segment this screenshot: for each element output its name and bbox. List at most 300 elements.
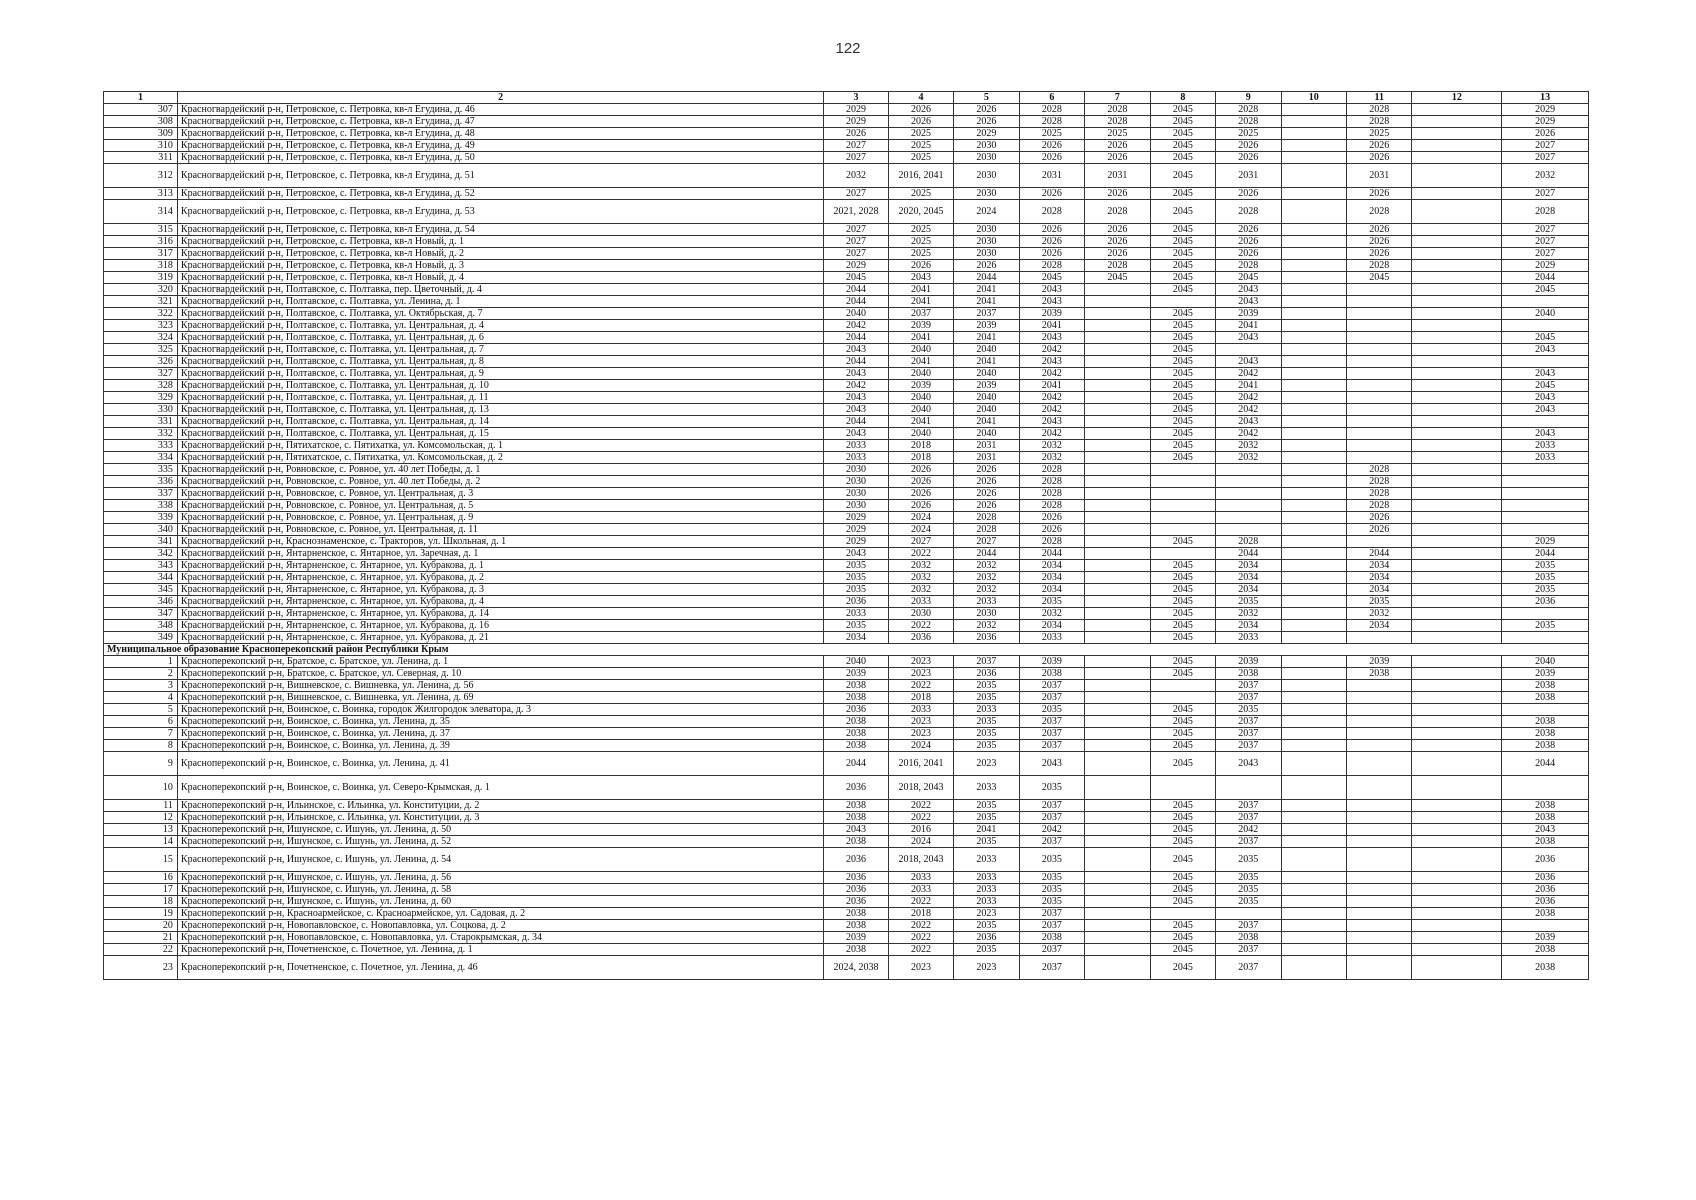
year-cell: 2030 [954, 152, 1019, 164]
row-number: 4 [104, 692, 178, 704]
year-cell: 2038 [824, 692, 888, 704]
header-cell: 8 [1150, 92, 1215, 104]
year-cell: 2038 [1216, 932, 1281, 944]
address-cell: Красногвардейский р-н, Петровское, с. Петровка, кв-л Егудина, д. 51 [177, 164, 823, 188]
year-cell: 2033 [954, 872, 1019, 884]
year-cell: 2024 [888, 512, 953, 524]
year-cell: 2040 [954, 368, 1019, 380]
year-cell: 2026 [824, 128, 888, 140]
year-cell: 2023 [954, 956, 1019, 980]
year-cell [1150, 908, 1215, 920]
year-cell: 2026 [954, 104, 1019, 116]
year-cell [1347, 332, 1412, 344]
year-cell [1502, 464, 1589, 476]
year-cell: 2038 [824, 944, 888, 956]
year-cell [1412, 224, 1502, 236]
year-cell [1281, 332, 1346, 344]
year-cell: 2029 [824, 524, 888, 536]
year-cell: 2026 [1019, 152, 1084, 164]
year-cell [1347, 632, 1412, 644]
year-cell: 2028 [1347, 476, 1412, 488]
year-cell: 2043 [1216, 416, 1281, 428]
row-number: 13 [104, 824, 178, 836]
year-cell: 2044 [824, 356, 888, 368]
year-cell: 2024 [888, 836, 953, 848]
year-cell [1281, 524, 1346, 536]
header-cell: 5 [954, 92, 1019, 104]
year-cell: 2039 [1019, 308, 1084, 320]
year-cell [1281, 656, 1346, 668]
year-cell: 2045 [1150, 308, 1215, 320]
address-cell: Красногвардейский р-н, Полтавское, с. Полтавка, пер. Цветочный, д. 4 [177, 284, 823, 296]
year-cell: 2045 [1150, 800, 1215, 812]
year-cell: 2043 [1216, 284, 1281, 296]
year-cell: 2030 [954, 140, 1019, 152]
year-cell: 2018 [888, 908, 953, 920]
address-cell: Красноперекопский р-н, Ишунское, с. Ишунь, ул. Ленина, д. 58 [177, 884, 823, 896]
year-cell: 2032 [954, 572, 1019, 584]
year-cell [1502, 320, 1589, 332]
year-cell: 2033 [888, 596, 953, 608]
year-cell [1281, 272, 1346, 284]
table-row [104, 716, 1589, 728]
year-cell [1281, 128, 1346, 140]
year-cell: 2039 [1216, 656, 1281, 668]
year-cell: 2033 [888, 884, 953, 896]
year-cell [1412, 824, 1502, 836]
address-cell: Красноперекопский р-н, Воинское, с. Воинка, ул. Ленина, д. 39 [177, 740, 823, 752]
year-cell: 2034 [1347, 560, 1412, 572]
year-cell: 2038 [1502, 692, 1589, 704]
year-cell: 2028 [1347, 488, 1412, 500]
year-cell [1216, 464, 1281, 476]
year-cell [1412, 536, 1502, 548]
year-cell: 2038 [1502, 836, 1589, 848]
year-cell [1412, 680, 1502, 692]
year-cell: 2032 [954, 584, 1019, 596]
year-cell: 2044 [824, 416, 888, 428]
year-cell: 2022 [888, 944, 953, 956]
table-row [104, 920, 1589, 932]
year-cell [1085, 380, 1150, 392]
address-cell: Красногвардейский р-н, Петровское, с. Петровка, кв-л Новый, д. 2 [177, 248, 823, 260]
year-cell: 2041 [954, 296, 1019, 308]
row-number: 327 [104, 368, 178, 380]
year-cell: 2033 [824, 452, 888, 464]
year-cell [1347, 812, 1412, 824]
table-row [104, 248, 1589, 260]
year-cell: 2030 [954, 236, 1019, 248]
year-cell [1150, 548, 1215, 560]
year-cell: 2038 [1019, 668, 1084, 680]
year-cell: 2026 [1347, 188, 1412, 200]
address-cell: Красногвардейский р-н, Петровское, с. Петровка, кв-л Егудина, д. 48 [177, 128, 823, 140]
year-cell: 2043 [1019, 752, 1084, 776]
row-number: 349 [104, 632, 178, 644]
year-cell: 2043 [824, 344, 888, 356]
year-cell [1281, 932, 1346, 944]
year-cell: 2038 [824, 680, 888, 692]
year-cell [1085, 632, 1150, 644]
row-number: 316 [104, 236, 178, 248]
year-cell [1085, 320, 1150, 332]
year-cell: 2027 [954, 536, 1019, 548]
table-row [104, 224, 1589, 236]
address-cell: Красногвардейский р-н, Полтавское, с. Полтавка, ул. Центральная, д. 8 [177, 356, 823, 368]
year-cell: 2031 [954, 452, 1019, 464]
year-cell: 2026 [1019, 236, 1084, 248]
year-cell: 2037 [1019, 944, 1084, 956]
year-cell: 2028 [1019, 488, 1084, 500]
year-cell: 2045 [1150, 224, 1215, 236]
row-number: 334 [104, 452, 178, 464]
table-row [104, 836, 1589, 848]
year-cell: 2039 [888, 380, 953, 392]
year-cell: 2035 [1216, 596, 1281, 608]
year-cell [1412, 956, 1502, 980]
year-cell [1502, 524, 1589, 536]
year-cell: 2027 [1502, 140, 1589, 152]
year-cell: 2025 [1216, 128, 1281, 140]
address-cell: Красногвардейский р-н, Ровновское, с. Ровное, ул. Центральная, д. 3 [177, 488, 823, 500]
year-cell: 2026 [888, 464, 953, 476]
year-cell: 2038 [1216, 668, 1281, 680]
year-cell [1150, 488, 1215, 500]
year-cell: 2033 [1216, 632, 1281, 644]
year-cell: 2039 [1347, 656, 1412, 668]
table-row [104, 452, 1589, 464]
row-number: 317 [104, 248, 178, 260]
year-cell: 2026 [1216, 224, 1281, 236]
row-number: 22 [104, 944, 178, 956]
year-cell [1150, 464, 1215, 476]
row-number: 345 [104, 584, 178, 596]
table-row [104, 884, 1589, 896]
address-cell: Красногвардейский р-н, Петровское, с. Петровка, кв-л Егудина, д. 53 [177, 200, 823, 224]
year-cell: 2042 [1019, 344, 1084, 356]
year-cell [1412, 836, 1502, 848]
year-cell [1150, 296, 1215, 308]
year-cell: 2024, 2038 [824, 956, 888, 980]
year-cell: 2045 [1150, 116, 1215, 128]
year-cell [1412, 692, 1502, 704]
year-cell: 2036 [824, 884, 888, 896]
year-cell: 2042 [1019, 368, 1084, 380]
year-cell: 2026 [954, 500, 1019, 512]
year-cell [1281, 152, 1346, 164]
year-cell: 2022 [888, 620, 953, 632]
year-cell: 2042 [1019, 428, 1084, 440]
row-number: 348 [104, 620, 178, 632]
year-cell: 2036 [824, 848, 888, 872]
year-cell [1281, 416, 1346, 428]
year-cell: 2045 [1150, 368, 1215, 380]
year-cell [1347, 776, 1412, 800]
year-cell: 2041 [888, 356, 953, 368]
year-cell: 2043 [1216, 752, 1281, 776]
year-cell [1085, 716, 1150, 728]
year-cell [1412, 248, 1502, 260]
year-cell [1347, 884, 1412, 896]
year-cell: 2035 [954, 692, 1019, 704]
year-cell: 2029 [824, 512, 888, 524]
table-row [104, 464, 1589, 476]
year-cell [1281, 308, 1346, 320]
year-cell: 2038 [824, 740, 888, 752]
year-cell: 2027 [1502, 236, 1589, 248]
year-cell: 2023 [888, 668, 953, 680]
year-cell [1281, 200, 1346, 224]
address-cell: Красногвардейский р-н, Полтавское, с. Полтавка, ул. Центральная, д. 14 [177, 416, 823, 428]
year-cell [1281, 380, 1346, 392]
table-row [104, 956, 1589, 980]
row-number: 331 [104, 416, 178, 428]
address-cell: Красногвардейский р-н, Полтавское, с. Полтавка, ул. Центральная, д. 10 [177, 380, 823, 392]
year-cell [1281, 236, 1346, 248]
year-cell: 2036 [824, 872, 888, 884]
year-cell: 2024 [954, 200, 1019, 224]
year-cell [1412, 272, 1502, 284]
year-cell [1281, 956, 1346, 980]
year-cell: 2037 [1216, 800, 1281, 812]
table-row [104, 896, 1589, 908]
year-cell: 2034 [1216, 572, 1281, 584]
year-cell: 2026 [1347, 524, 1412, 536]
year-cell [1085, 416, 1150, 428]
row-number: 333 [104, 440, 178, 452]
year-cell [1502, 500, 1589, 512]
year-cell: 2037 [1216, 920, 1281, 932]
year-cell [1216, 908, 1281, 920]
year-cell: 2045 [1150, 824, 1215, 836]
year-cell [1085, 620, 1150, 632]
table-row [104, 428, 1589, 440]
year-cell: 2045 [1019, 272, 1084, 284]
year-cell: 2025 [888, 224, 953, 236]
year-cell: 2026 [888, 488, 953, 500]
table-row [104, 500, 1589, 512]
year-cell: 2028 [1347, 464, 1412, 476]
year-cell: 2038 [1502, 728, 1589, 740]
table-row [104, 140, 1589, 152]
year-cell: 2026 [1347, 512, 1412, 524]
year-cell: 2037 [1216, 944, 1281, 956]
year-cell [1085, 512, 1150, 524]
year-cell: 2029 [1502, 536, 1589, 548]
year-cell [1347, 320, 1412, 332]
year-cell: 2022 [888, 680, 953, 692]
row-number: 20 [104, 920, 178, 932]
year-cell: 2032 [1216, 452, 1281, 464]
year-cell: 2028 [1347, 116, 1412, 128]
year-cell: 2037 [1019, 908, 1084, 920]
year-cell [1412, 908, 1502, 920]
table-row [104, 116, 1589, 128]
year-cell [1281, 356, 1346, 368]
year-cell: 2045 [1150, 884, 1215, 896]
address-cell: Красногвардейский р-н, Петровское, с. Петровка, кв-л Егудина, д. 46 [177, 104, 823, 116]
year-cell [1412, 704, 1502, 716]
row-number: 321 [104, 296, 178, 308]
year-cell [1085, 440, 1150, 452]
table-row [104, 320, 1589, 332]
header-cell: 12 [1412, 92, 1502, 104]
row-number: 3 [104, 680, 178, 692]
year-cell: 2031 [1019, 164, 1084, 188]
year-cell: 2034 [1019, 572, 1084, 584]
year-cell: 2035 [824, 560, 888, 572]
row-number: 15 [104, 848, 178, 872]
year-cell: 2025 [888, 248, 953, 260]
year-cell: 2026 [888, 116, 953, 128]
year-cell: 2024 [888, 740, 953, 752]
year-cell: 2033 [1502, 452, 1589, 464]
page-number: 122 [835, 40, 861, 57]
table-row [104, 680, 1589, 692]
year-cell [1085, 464, 1150, 476]
year-cell [1281, 428, 1346, 440]
address-cell: Красногвардейский р-н, Ровновское, с. Ровное, ул. 40 лет Победы, д. 1 [177, 464, 823, 476]
year-cell: 2035 [1216, 704, 1281, 716]
year-cell: 2045 [1150, 920, 1215, 932]
table-row [104, 392, 1589, 404]
header-cell: 13 [1502, 92, 1589, 104]
address-cell: Красноперекопский р-н, Почетненское, с. Почетное, ул. Ленина, д. 46 [177, 956, 823, 980]
table-row [104, 524, 1589, 536]
year-cell: 2025 [1019, 128, 1084, 140]
year-cell: 2035 [1216, 848, 1281, 872]
table-row [104, 128, 1589, 140]
year-cell: 2035 [954, 920, 1019, 932]
row-number: 342 [104, 548, 178, 560]
year-cell [1085, 740, 1150, 752]
row-number: 310 [104, 140, 178, 152]
year-cell: 2038 [824, 800, 888, 812]
year-cell: 2043 [1502, 368, 1589, 380]
year-cell: 2028 [1019, 500, 1084, 512]
year-cell: 2041 [888, 416, 953, 428]
address-cell: Красногвардейский р-н, Петровское, с. Петровка, кв-л Новый, д. 1 [177, 236, 823, 248]
year-cell: 2043 [824, 392, 888, 404]
year-cell: 2026 [1019, 224, 1084, 236]
year-cell: 2043 [1019, 416, 1084, 428]
address-cell: Красногвардейский р-н, Петровское, с. Петровка, кв-л Новый, д. 4 [177, 272, 823, 284]
year-cell [1347, 752, 1412, 776]
year-cell [1412, 488, 1502, 500]
year-cell: 2026 [1019, 524, 1084, 536]
year-cell: 2027 [1502, 188, 1589, 200]
year-cell [1085, 824, 1150, 836]
year-cell [1281, 368, 1346, 380]
year-cell: 2045 [1150, 620, 1215, 632]
year-cell [1085, 296, 1150, 308]
year-cell [1347, 740, 1412, 752]
year-cell [1216, 500, 1281, 512]
year-cell: 2037 [954, 656, 1019, 668]
year-cell [1412, 668, 1502, 680]
row-number: 7 [104, 728, 178, 740]
address-cell: Красногвардейский р-н, Петровское, с. Петровка, кв-л Егудина, д. 47 [177, 116, 823, 128]
year-cell [1502, 608, 1589, 620]
row-number: 346 [104, 596, 178, 608]
year-cell [1347, 392, 1412, 404]
table-row [104, 200, 1589, 224]
year-cell: 2035 [1502, 560, 1589, 572]
year-cell [1412, 464, 1502, 476]
year-cell [1085, 428, 1150, 440]
year-cell [1085, 560, 1150, 572]
address-cell: Красноперекопский р-н, Красноармейское, с. Красноармейское, ул. Садовая, д. 2 [177, 908, 823, 920]
year-cell: 2026 [1347, 140, 1412, 152]
year-cell: 2026 [1019, 248, 1084, 260]
year-cell: 2028 [1216, 116, 1281, 128]
year-cell: 2026 [1347, 248, 1412, 260]
year-cell: 2038 [824, 908, 888, 920]
year-cell [1347, 692, 1412, 704]
year-cell: 2018, 2043 [888, 776, 953, 800]
address-cell: Красноперекопский р-н, Ишунское, с. Ишунь, ул. Ленина, д. 54 [177, 848, 823, 872]
year-cell [1085, 728, 1150, 740]
year-cell [1412, 320, 1502, 332]
year-cell [1412, 284, 1502, 296]
year-cell: 2028 [1019, 104, 1084, 116]
year-cell: 2018 [888, 692, 953, 704]
year-cell: 2045 [1150, 872, 1215, 884]
year-cell: 2033 [888, 704, 953, 716]
year-cell [1281, 560, 1346, 572]
row-number: 322 [104, 308, 178, 320]
year-cell: 2045 [1150, 596, 1215, 608]
year-cell [1216, 512, 1281, 524]
year-cell: 2037 [954, 308, 1019, 320]
year-cell: 2044 [1216, 548, 1281, 560]
year-cell [1085, 356, 1150, 368]
year-cell: 2029 [954, 128, 1019, 140]
year-cell [1281, 884, 1346, 896]
year-cell [1502, 704, 1589, 716]
row-number: 340 [104, 524, 178, 536]
row-number: 339 [104, 512, 178, 524]
year-cell [1412, 872, 1502, 884]
year-cell: 2045 [1150, 452, 1215, 464]
row-number: 329 [104, 392, 178, 404]
year-cell [1281, 776, 1346, 800]
address-cell: Красногвардейский р-н, Полтавское, с. Полтавка, ул. Центральная, д. 7 [177, 344, 823, 356]
year-cell [1347, 728, 1412, 740]
address-cell: Красноперекопский р-н, Новопавловское, с. Новопавловка, ул. Соцкова, д. 2 [177, 920, 823, 932]
year-cell: 2045 [1150, 932, 1215, 944]
year-cell: 2038 [1502, 740, 1589, 752]
year-cell [1150, 692, 1215, 704]
year-cell: 2045 [1150, 572, 1215, 584]
table-row [104, 824, 1589, 836]
year-cell [1085, 752, 1150, 776]
year-cell: 2045 [1150, 200, 1215, 224]
year-cell: 2036 [954, 932, 1019, 944]
year-cell: 2038 [1502, 944, 1589, 956]
year-cell: 2045 [1150, 188, 1215, 200]
year-cell: 2020, 2045 [888, 200, 953, 224]
year-cell: 2036 [1502, 848, 1589, 872]
year-cell [1085, 836, 1150, 848]
year-cell: 2040 [824, 308, 888, 320]
row-number: 315 [104, 224, 178, 236]
year-cell [1412, 332, 1502, 344]
year-cell: 2031 [1085, 164, 1150, 188]
year-cell [1412, 308, 1502, 320]
year-cell: 2026 [1019, 512, 1084, 524]
year-cell: 2045 [1150, 584, 1215, 596]
